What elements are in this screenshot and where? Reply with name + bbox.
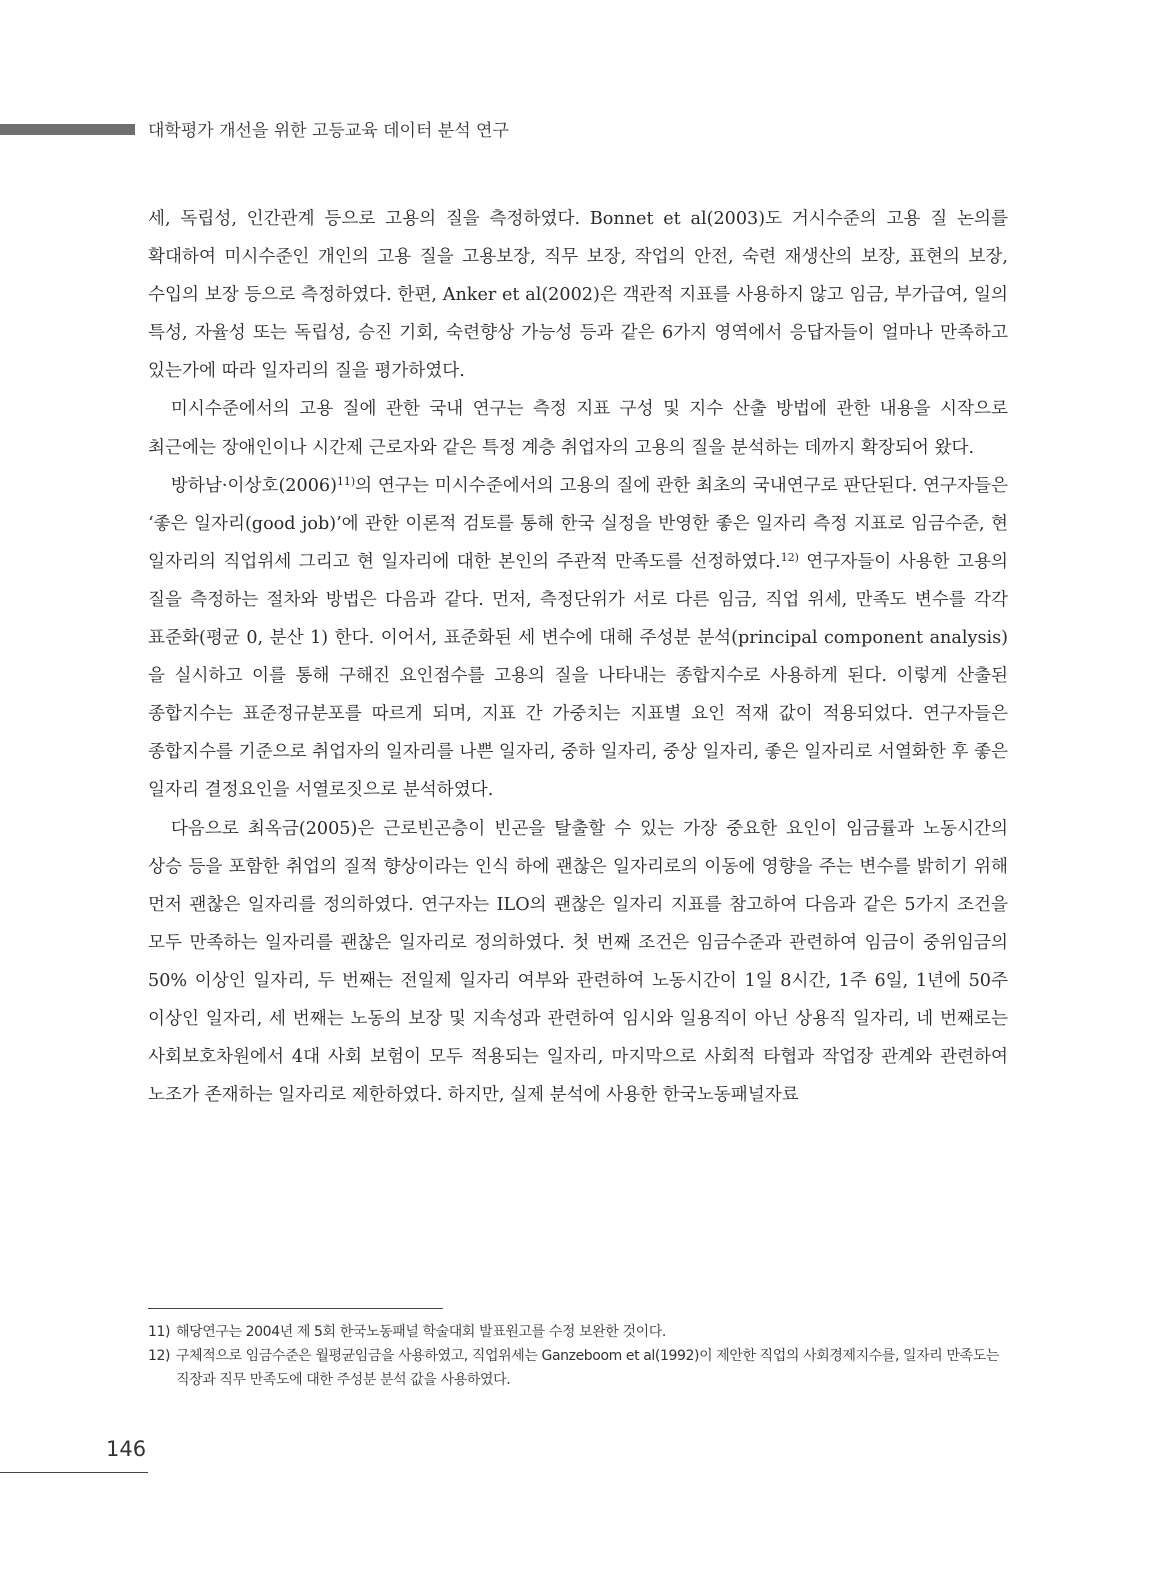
- footnote-number: 11): [148, 1324, 171, 1340]
- footnote-11: [148, 1320, 1008, 1344]
- footnote-text: 해당연구는 2004년 제 5회 한국노동패널 학술대회 발표원고를 수정 보완한 것이다.: [176, 1324, 666, 1340]
- page-number: 146: [106, 1437, 147, 1461]
- header-bar: [0, 124, 135, 135]
- body-text: [148, 200, 1008, 1114]
- paragraph-3: [148, 467, 1008, 810]
- footnote-text: 구체적으로 임금수준은 월평균임금을 사용하였고, 직업위세는 Ganzeboom et al(1992)이 제안한 직업의 사회경제지수를, 일자리 만족도는 직장과 직무 만족도에 대한 주성분 분석 값을 사용하였다.: [176, 1348, 999, 1388]
- paragraph-2: 미시수준에서의 고용 질에 관한 국내 연구는 측정 지표 구성 및 지수 산출 방법에 관한 내용을 시작으로 최근에는 장애인이나 시간제 근로자와 같은 특정 계층 취업자의 고용의 질을 분석하는 데까지 확장되어 왔다.: [148, 399, 1008, 458]
- footnote-ref-12[interactable]: 12): [780, 550, 799, 564]
- footnote-number: 12): [148, 1348, 171, 1364]
- footnotes: [148, 1320, 1008, 1392]
- paragraph-4: 다음으로 최옥금(2005)은 근로빈곤층이 빈곤을 탈출할 수 있는 가장 중요한 요인이 임금률과 노동시간의 상승 등을 포함한 취업의 질적 향상이라는 인식 하에 괜찮은 일자리로의 이동에 영향을 주는 변수를 밝히기 위해 먼저 괜찮은 일자리를 정의하였다. 연구자는 ILO의 괜찮은 일자리 지표를 참고하여 다음과 같은 5가지 조건을 모두 만족하는 일자리를 괜찮은 일자리로 정의하였다. 첫 번째 조건은 임금수준과 관련하여 임금이 중위임금의 50% 이상인 일자리, 두 번째는 전일제 일자리 여부와 관련하여 노동시간이 1일 8시간, 1주 6일, 1년에 50주 이상인 일자리, 세 번째는 노동의 보장 및 지속성과 관련하여 임시와 일용직이 아닌 상용직 일자리, 네 번째로는 사회보호차원에서 4대 사회 보험이 모두 적용되는 일자리, 마지막으로 사회적 타협과 작업장 관계와 관련하여 노조가 존재하는 일자리로 제한하였다. 하지만, 실제 분석에 사용한 한국노동패널자료: [148, 818, 1008, 1106]
- footnote-ref-11[interactable]: 11): [336, 474, 356, 488]
- paragraph-1: 세, 독립성, 인간관계 등으로 고용의 질을 측정하였다. Bonnet et al(2003)도 거시수준의 고용 질 논의를 확대하여 미시수준인 개인의 고용 질을 고용보장, 직무 보장, 작업의 안전, 숙련 재생산의 보장, 표현의 보장, 수입의 보장 등으로 측정하였다. 한편, Anker et al(2002)은 객관적 지표를 사용하지 않고 임금, 부가급여, 일의 특성, 자율성 또는 독립성, 승진 기회, 숙련향상 가능성 등과 같은 6가지 영역에서 응답자들이 얼마나 만족하고 있는가에 따라 일자리의 질을 평가하였다.: [148, 209, 1008, 382]
- running-title: 대학평가 개선을 위한 고등교육 데이터 분석 연구: [148, 121, 509, 141]
- footer-line: [0, 1472, 148, 1473]
- footnote-12: [148, 1344, 1008, 1392]
- paragraph-3-text-b: 의 연구는 미시수준에서의 고용의 질에 관한 최초의 국내연구로 판단된다. 연구자들은 ‘좋은 일자리(good job)’에 관한 이론적 검토를 통해 한국 실정을 반영한 좋은 일자리 측정 지표로 임금수준, 현 일자리의 직업위세 그리고 현 일자리에 대한 본인의 주관적 만족도를 선정하였다.: [148, 475, 1008, 572]
- footnote-divider: [148, 1308, 443, 1309]
- paragraph-3-text-a: 방하남·이상호(2006): [170, 475, 337, 496]
- paragraph-3-text-c: 연구자들이 사용한 고용의 질을 측정하는 절차와 방법은 다음과 같다. 먼저, 측정단위가 서로 다른 임금, 직업 위세, 만족도 변수를 각각 표준화(평균 0, 분산 1) 한다. 이어서, 표준화된 세 변수에 대해 주성분 분석(principal component analysis)을 실시하고 이를 통해 구해진 요인점수를 고용의 질을 나타내는 종합지수로 사용하게 된다. 이렇게 산출된 종합지수는 표준정규분포를 따르게 되며, 지표 간 가중치는 지표별 요인 적재 값이 적용되었다. 연구자들은 종합지수를 기준으로 취업자의 일자리를 나쁜 일자리, 중하 일자리, 중상 일자리, 좋은 일자리로 서열화한 후 좋은 일자리 결정요인을 서열로짓으로 분석하였다.: [148, 551, 1008, 801]
